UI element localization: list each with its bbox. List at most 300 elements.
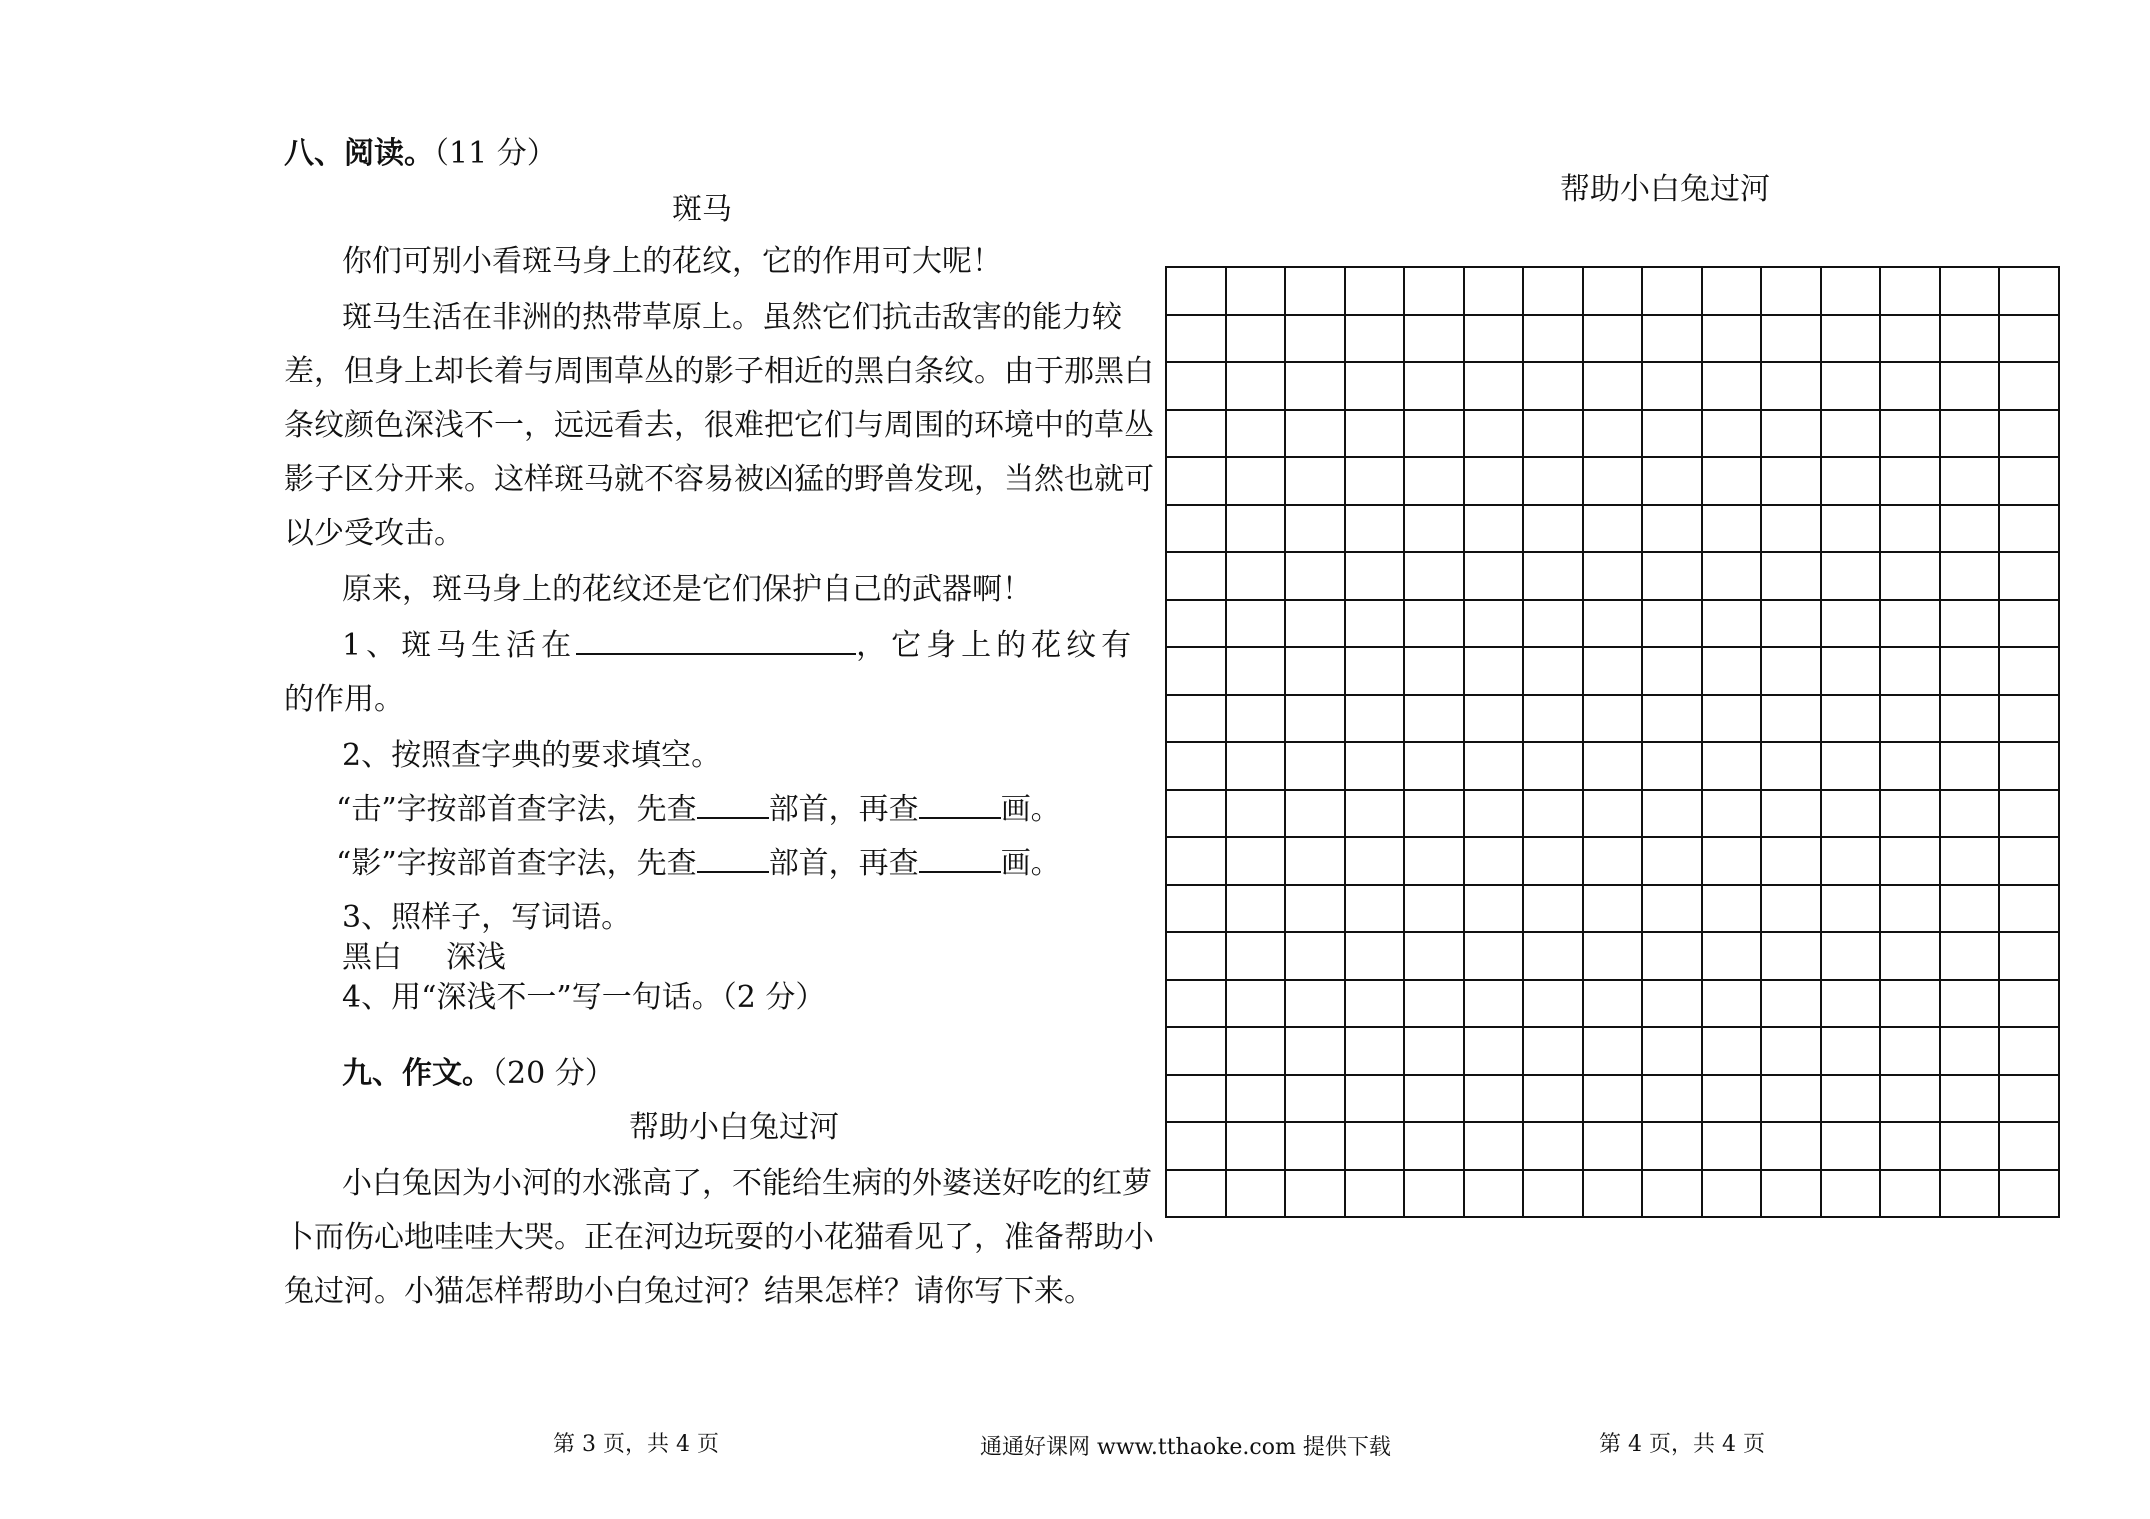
grid-cell[interactable]: [1405, 1028, 1465, 1076]
grid-cell[interactable]: [2000, 553, 2060, 601]
grid-cell[interactable]: [1941, 601, 2001, 649]
grid-cell[interactable]: [1643, 316, 1703, 364]
grid-cell[interactable]: [2000, 933, 2060, 981]
grid-cell[interactable]: [1465, 838, 1525, 886]
grid-cell[interactable]: [1881, 411, 1941, 459]
grid-cell[interactable]: [1822, 363, 1882, 411]
grid-cell[interactable]: [1584, 1123, 1644, 1171]
grid-cell[interactable]: [1346, 1028, 1406, 1076]
grid-cell[interactable]: [1822, 411, 1882, 459]
grid-cell[interactable]: [1822, 1171, 1882, 1219]
grid-cell[interactable]: [1881, 506, 1941, 554]
grid-cell[interactable]: [1167, 838, 1227, 886]
grid-cell[interactable]: [1465, 458, 1525, 506]
grid-cell[interactable]: [2000, 1076, 2060, 1124]
grid-cell[interactable]: [1881, 886, 1941, 934]
grid-cell[interactable]: [1941, 886, 2001, 934]
grid-cell[interactable]: [1643, 886, 1703, 934]
grid-cell[interactable]: [1881, 696, 1941, 744]
grid-cell[interactable]: [1584, 458, 1644, 506]
grid-cell[interactable]: [1584, 838, 1644, 886]
grid-cell[interactable]: [1762, 1171, 1822, 1219]
grid-cell[interactable]: [1465, 411, 1525, 459]
grid-cell[interactable]: [1405, 648, 1465, 696]
grid-cell[interactable]: [1762, 1123, 1822, 1171]
grid-cell[interactable]: [1465, 553, 1525, 601]
grid-cell[interactable]: [1346, 648, 1406, 696]
grid-cell[interactable]: [1524, 838, 1584, 886]
grid-cell[interactable]: [1703, 648, 1763, 696]
grid-cell[interactable]: [1703, 1171, 1763, 1219]
grid-cell[interactable]: [2000, 316, 2060, 364]
grid-cell[interactable]: [1941, 696, 2001, 744]
grid-cell[interactable]: [1643, 553, 1703, 601]
grid-cell[interactable]: [1227, 743, 1287, 791]
grid-cell[interactable]: [1881, 601, 1941, 649]
grid-cell[interactable]: [1465, 886, 1525, 934]
grid-cell[interactable]: [1941, 506, 2001, 554]
grid-cell[interactable]: [1465, 1171, 1525, 1219]
grid-cell[interactable]: [1941, 791, 2001, 839]
grid-cell[interactable]: [1465, 268, 1525, 316]
grid-cell[interactable]: [1881, 838, 1941, 886]
grid-cell[interactable]: [1465, 696, 1525, 744]
grid-cell[interactable]: [1881, 791, 1941, 839]
grid-cell[interactable]: [1227, 458, 1287, 506]
grid-cell[interactable]: [1762, 1076, 1822, 1124]
grid-cell[interactable]: [1227, 601, 1287, 649]
grid-cell[interactable]: [1286, 791, 1346, 839]
grid-cell[interactable]: [1584, 1076, 1644, 1124]
grid-cell[interactable]: [1227, 506, 1287, 554]
grid-cell[interactable]: [1405, 1123, 1465, 1171]
grid-cell[interactable]: [1762, 791, 1822, 839]
grid-cell[interactable]: [1762, 696, 1822, 744]
grid-cell[interactable]: [1405, 696, 1465, 744]
grid-cell[interactable]: [1286, 506, 1346, 554]
grid-cell[interactable]: [1524, 743, 1584, 791]
grid-cell[interactable]: [1643, 648, 1703, 696]
grid-cell[interactable]: [1643, 363, 1703, 411]
grid-cell[interactable]: [1286, 838, 1346, 886]
grid-cell[interactable]: [1703, 506, 1763, 554]
grid-cell[interactable]: [1167, 791, 1227, 839]
grid-cell[interactable]: [1405, 791, 1465, 839]
grid-cell[interactable]: [1405, 363, 1465, 411]
grid-cell[interactable]: [1643, 838, 1703, 886]
grid-cell[interactable]: [2000, 696, 2060, 744]
grid-cell[interactable]: [1941, 743, 2001, 791]
grid-cell[interactable]: [1405, 1171, 1465, 1219]
grid-cell[interactable]: [1822, 791, 1882, 839]
grid-cell[interactable]: [1227, 886, 1287, 934]
grid-cell[interactable]: [2000, 981, 2060, 1029]
grid-cell[interactable]: [1524, 1076, 1584, 1124]
grid-cell[interactable]: [1822, 1028, 1882, 1076]
grid-cell[interactable]: [1643, 743, 1703, 791]
grid-cell[interactable]: [1346, 458, 1406, 506]
grid-cell[interactable]: [1881, 553, 1941, 601]
grid-cell[interactable]: [2000, 363, 2060, 411]
grid-cell[interactable]: [2000, 791, 2060, 839]
grid-cell[interactable]: [1227, 316, 1287, 364]
grid-cell[interactable]: [2000, 268, 2060, 316]
grid-cell[interactable]: [1405, 886, 1465, 934]
grid-cell[interactable]: [1524, 553, 1584, 601]
grid-cell[interactable]: [1941, 838, 2001, 886]
grid-cell[interactable]: [1286, 696, 1346, 744]
grid-cell[interactable]: [1643, 1028, 1703, 1076]
grid-cell[interactable]: [1227, 838, 1287, 886]
grid-cell[interactable]: [1643, 458, 1703, 506]
grid-cell[interactable]: [1286, 743, 1346, 791]
grid-cell[interactable]: [1703, 411, 1763, 459]
answer-blank-strokes-1[interactable]: [919, 791, 1001, 819]
grid-cell[interactable]: [1286, 268, 1346, 316]
grid-cell[interactable]: [1762, 316, 1822, 364]
grid-cell[interactable]: [1703, 316, 1763, 364]
grid-cell[interactable]: [1524, 316, 1584, 364]
grid-cell[interactable]: [1286, 411, 1346, 459]
grid-cell[interactable]: [1584, 316, 1644, 364]
grid-cell[interactable]: [1822, 933, 1882, 981]
grid-cell[interactable]: [1167, 933, 1227, 981]
grid-cell[interactable]: [1167, 1171, 1227, 1219]
grid-cell[interactable]: [1346, 933, 1406, 981]
grid-cell[interactable]: [1703, 696, 1763, 744]
grid-cell[interactable]: [1584, 743, 1644, 791]
grid-cell[interactable]: [1584, 268, 1644, 316]
grid-cell[interactable]: [1227, 411, 1287, 459]
grid-cell[interactable]: [1465, 601, 1525, 649]
grid-cell[interactable]: [1524, 268, 1584, 316]
grid-cell[interactable]: [1941, 933, 2001, 981]
grid-cell[interactable]: [1941, 1076, 2001, 1124]
grid-cell[interactable]: [1822, 886, 1882, 934]
grid-cell[interactable]: [1524, 1028, 1584, 1076]
grid-cell[interactable]: [1703, 981, 1763, 1029]
grid-cell[interactable]: [1405, 981, 1465, 1029]
grid-cell[interactable]: [1881, 981, 1941, 1029]
grid-cell[interactable]: [1227, 1028, 1287, 1076]
grid-cell[interactable]: [1167, 316, 1227, 364]
grid-cell[interactable]: [1881, 648, 1941, 696]
grid-cell[interactable]: [1643, 411, 1703, 459]
grid-cell[interactable]: [1584, 696, 1644, 744]
grid-cell[interactable]: [1465, 363, 1525, 411]
grid-cell[interactable]: [1941, 316, 2001, 364]
grid-cell[interactable]: [1584, 791, 1644, 839]
grid-cell[interactable]: [1167, 268, 1227, 316]
grid-cell[interactable]: [1762, 553, 1822, 601]
grid-cell[interactable]: [1227, 363, 1287, 411]
grid-cell[interactable]: [1643, 1123, 1703, 1171]
grid-cell[interactable]: [1167, 648, 1227, 696]
grid-cell[interactable]: [1405, 1076, 1465, 1124]
grid-cell[interactable]: [1643, 506, 1703, 554]
grid-cell[interactable]: [1762, 268, 1822, 316]
grid-cell[interactable]: [1286, 886, 1346, 934]
grid-cell[interactable]: [1584, 1171, 1644, 1219]
grid-cell[interactable]: [1822, 553, 1882, 601]
grid-cell[interactable]: [1465, 1123, 1525, 1171]
grid-cell[interactable]: [1286, 458, 1346, 506]
grid-cell[interactable]: [1762, 411, 1822, 459]
grid-cell[interactable]: [1584, 506, 1644, 554]
grid-cell[interactable]: [1524, 506, 1584, 554]
grid-cell[interactable]: [1524, 791, 1584, 839]
grid-cell[interactable]: [1703, 791, 1763, 839]
grid-cell[interactable]: [1524, 363, 1584, 411]
grid-cell[interactable]: [1762, 648, 1822, 696]
grid-cell[interactable]: [1167, 506, 1227, 554]
grid-cell[interactable]: [1465, 316, 1525, 364]
grid-cell[interactable]: [1227, 933, 1287, 981]
grid-cell[interactable]: [1346, 743, 1406, 791]
grid-cell[interactable]: [1346, 506, 1406, 554]
grid-cell[interactable]: [1465, 1076, 1525, 1124]
grid-cell[interactable]: [1227, 791, 1287, 839]
grid-cell[interactable]: [1465, 1028, 1525, 1076]
grid-cell[interactable]: [1524, 648, 1584, 696]
grid-cell[interactable]: [1703, 1028, 1763, 1076]
grid-cell[interactable]: [1405, 316, 1465, 364]
grid-cell[interactable]: [1524, 411, 1584, 459]
answer-blank-strokes-2[interactable]: [919, 845, 1001, 873]
grid-cell[interactable]: [1465, 743, 1525, 791]
grid-cell[interactable]: [1703, 933, 1763, 981]
grid-cell[interactable]: [1881, 743, 1941, 791]
grid-cell[interactable]: [1762, 363, 1822, 411]
grid-cell[interactable]: [1346, 411, 1406, 459]
grid-cell[interactable]: [1881, 363, 1941, 411]
answer-blank-habitat[interactable]: [576, 627, 856, 655]
grid-cell[interactable]: [1703, 553, 1763, 601]
grid-cell[interactable]: [1524, 696, 1584, 744]
grid-cell[interactable]: [1643, 981, 1703, 1029]
grid-cell[interactable]: [1822, 648, 1882, 696]
grid-cell[interactable]: [1346, 268, 1406, 316]
grid-cell[interactable]: [1584, 553, 1644, 601]
grid-cell[interactable]: [1346, 1076, 1406, 1124]
grid-cell[interactable]: [1584, 1028, 1644, 1076]
grid-cell[interactable]: [2000, 1171, 2060, 1219]
grid-cell[interactable]: [1941, 1123, 2001, 1171]
grid-cell[interactable]: [1762, 601, 1822, 649]
grid-cell[interactable]: [1167, 1028, 1227, 1076]
grid-cell[interactable]: [1881, 1123, 1941, 1171]
grid-cell[interactable]: [1703, 838, 1763, 886]
grid-cell[interactable]: [1346, 981, 1406, 1029]
grid-cell[interactable]: [1167, 458, 1227, 506]
grid-cell[interactable]: [1762, 981, 1822, 1029]
grid-cell[interactable]: [1524, 1123, 1584, 1171]
grid-cell[interactable]: [1643, 268, 1703, 316]
grid-cell[interactable]: [1703, 1076, 1763, 1124]
grid-cell[interactable]: [1822, 316, 1882, 364]
grid-cell[interactable]: [1822, 696, 1882, 744]
grid-cell[interactable]: [1703, 268, 1763, 316]
grid-cell[interactable]: [1524, 601, 1584, 649]
grid-cell[interactable]: [1703, 458, 1763, 506]
grid-cell[interactable]: [1941, 1171, 2001, 1219]
grid-cell[interactable]: [1286, 1171, 1346, 1219]
grid-cell[interactable]: [1524, 981, 1584, 1029]
grid-cell[interactable]: [1941, 458, 2001, 506]
grid-cell[interactable]: [2000, 601, 2060, 649]
grid-cell[interactable]: [1762, 458, 1822, 506]
grid-cell[interactable]: [1227, 648, 1287, 696]
grid-cell[interactable]: [1286, 553, 1346, 601]
grid-cell[interactable]: [1524, 1171, 1584, 1219]
grid-cell[interactable]: [1346, 316, 1406, 364]
grid-cell[interactable]: [1881, 458, 1941, 506]
grid-cell[interactable]: [1405, 553, 1465, 601]
grid-cell[interactable]: [1584, 601, 1644, 649]
grid-cell[interactable]: [1822, 268, 1882, 316]
answer-blank-radical-1[interactable]: [697, 791, 769, 819]
grid-cell[interactable]: [1941, 553, 2001, 601]
grid-cell[interactable]: [1881, 1171, 1941, 1219]
grid-cell[interactable]: [1822, 1076, 1882, 1124]
grid-cell[interactable]: [1167, 1123, 1227, 1171]
grid-cell[interactable]: [2000, 743, 2060, 791]
grid-cell[interactable]: [1465, 791, 1525, 839]
grid-cell[interactable]: [1286, 316, 1346, 364]
grid-cell[interactable]: [1346, 363, 1406, 411]
grid-cell[interactable]: [1286, 648, 1346, 696]
grid-cell[interactable]: [1822, 743, 1882, 791]
grid-cell[interactable]: [2000, 1123, 2060, 1171]
grid-cell[interactable]: [1167, 886, 1227, 934]
grid-cell[interactable]: [1405, 601, 1465, 649]
grid-cell[interactable]: [1643, 933, 1703, 981]
grid-cell[interactable]: [1286, 1123, 1346, 1171]
grid-cell[interactable]: [2000, 458, 2060, 506]
grid-cell[interactable]: [1941, 648, 2001, 696]
grid-cell[interactable]: [1405, 268, 1465, 316]
grid-cell[interactable]: [1762, 886, 1822, 934]
grid-cell[interactable]: [1227, 981, 1287, 1029]
grid-cell[interactable]: [1703, 601, 1763, 649]
grid-cell[interactable]: [1286, 601, 1346, 649]
grid-cell[interactable]: [1465, 648, 1525, 696]
grid-cell[interactable]: [1643, 1171, 1703, 1219]
grid-cell[interactable]: [1524, 933, 1584, 981]
grid-cell[interactable]: [1941, 363, 2001, 411]
grid-cell[interactable]: [1584, 886, 1644, 934]
grid-cell[interactable]: [1762, 743, 1822, 791]
grid-cell[interactable]: [1227, 1076, 1287, 1124]
grid-cell[interactable]: [1286, 981, 1346, 1029]
grid-cell[interactable]: [1286, 1076, 1346, 1124]
grid-cell[interactable]: [1703, 363, 1763, 411]
grid-cell[interactable]: [1167, 696, 1227, 744]
grid-cell[interactable]: [1941, 268, 2001, 316]
grid-cell[interactable]: [2000, 886, 2060, 934]
grid-cell[interactable]: [1167, 553, 1227, 601]
grid-cell[interactable]: [1227, 268, 1287, 316]
grid-cell[interactable]: [1941, 411, 2001, 459]
grid-cell[interactable]: [1822, 601, 1882, 649]
grid-cell[interactable]: [1822, 981, 1882, 1029]
grid-cell[interactable]: [1524, 458, 1584, 506]
essay-writing-grid[interactable]: [1165, 266, 2060, 1218]
grid-cell[interactable]: [1703, 743, 1763, 791]
grid-cell[interactable]: [1584, 933, 1644, 981]
grid-cell[interactable]: [1822, 458, 1882, 506]
grid-cell[interactable]: [1643, 601, 1703, 649]
grid-cell[interactable]: [1822, 506, 1882, 554]
grid-cell[interactable]: [1346, 696, 1406, 744]
grid-cell[interactable]: [1881, 1076, 1941, 1124]
grid-cell[interactable]: [1286, 363, 1346, 411]
grid-cell[interactable]: [1405, 411, 1465, 459]
grid-cell[interactable]: [1405, 506, 1465, 554]
grid-cell[interactable]: [1762, 506, 1822, 554]
grid-cell[interactable]: [1881, 1028, 1941, 1076]
grid-cell[interactable]: [1762, 838, 1822, 886]
grid-cell[interactable]: [1822, 1123, 1882, 1171]
grid-cell[interactable]: [1405, 838, 1465, 886]
grid-cell[interactable]: [1227, 1123, 1287, 1171]
grid-cell[interactable]: [1346, 1171, 1406, 1219]
grid-cell[interactable]: [1762, 1028, 1822, 1076]
grid-cell[interactable]: [1346, 886, 1406, 934]
grid-cell[interactable]: [1346, 1123, 1406, 1171]
grid-cell[interactable]: [1227, 553, 1287, 601]
grid-cell[interactable]: [1405, 933, 1465, 981]
grid-cell[interactable]: [1167, 601, 1227, 649]
grid-cell[interactable]: [1881, 268, 1941, 316]
grid-cell[interactable]: [1941, 981, 2001, 1029]
grid-cell[interactable]: [1465, 933, 1525, 981]
grid-cell[interactable]: [1822, 838, 1882, 886]
grid-cell[interactable]: [2000, 1028, 2060, 1076]
grid-cell[interactable]: [1405, 458, 1465, 506]
grid-cell[interactable]: [1286, 1028, 1346, 1076]
grid-cell[interactable]: [2000, 648, 2060, 696]
grid-cell[interactable]: [1584, 363, 1644, 411]
grid-cell[interactable]: [1881, 933, 1941, 981]
grid-cell[interactable]: [1346, 791, 1406, 839]
grid-cell[interactable]: [1584, 981, 1644, 1029]
grid-cell[interactable]: [1703, 1123, 1763, 1171]
grid-cell[interactable]: [1643, 1076, 1703, 1124]
grid-cell[interactable]: [1167, 363, 1227, 411]
grid-cell[interactable]: [1762, 933, 1822, 981]
grid-cell[interactable]: [1346, 553, 1406, 601]
grid-cell[interactable]: [1405, 743, 1465, 791]
grid-cell[interactable]: [1227, 696, 1287, 744]
grid-cell[interactable]: [1584, 648, 1644, 696]
grid-cell[interactable]: [1167, 981, 1227, 1029]
grid-cell[interactable]: [1167, 411, 1227, 459]
grid-cell[interactable]: [1941, 1028, 2001, 1076]
grid-cell[interactable]: [1167, 743, 1227, 791]
grid-cell[interactable]: [1703, 886, 1763, 934]
answer-blank-radical-2[interactable]: [697, 845, 769, 873]
grid-cell[interactable]: [1346, 601, 1406, 649]
grid-cell[interactable]: [1584, 411, 1644, 459]
grid-cell[interactable]: [1465, 506, 1525, 554]
grid-cell[interactable]: [1167, 1076, 1227, 1124]
grid-cell[interactable]: [2000, 838, 2060, 886]
grid-cell[interactable]: [1465, 981, 1525, 1029]
grid-cell[interactable]: [1524, 886, 1584, 934]
grid-cell[interactable]: [1346, 838, 1406, 886]
grid-cell[interactable]: [1227, 1171, 1287, 1219]
